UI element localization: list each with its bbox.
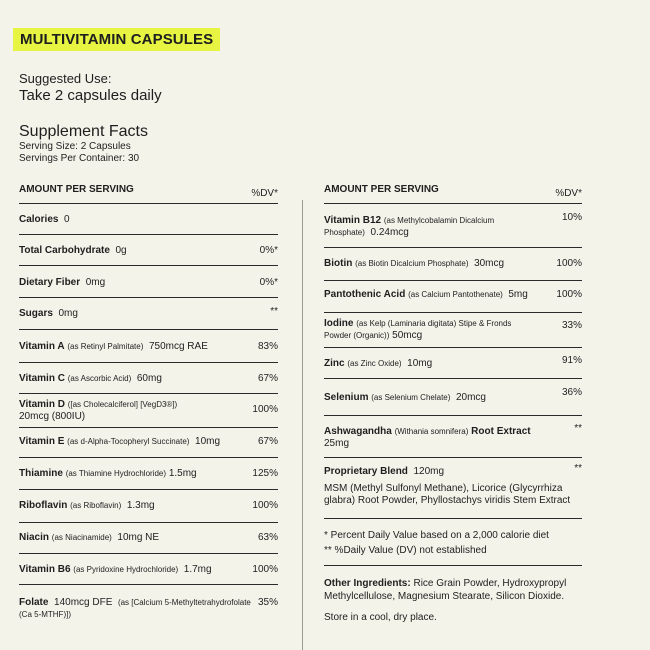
nutrient-amount: 1.7mg (183, 564, 212, 575)
amount-per-serving-header: AMOUNT PER SERVING (324, 184, 439, 195)
nutrient-name: Vitamin E (19, 436, 65, 447)
table-header (19, 183, 278, 204)
blend-detail: MSM (Methyl Sulfonyl Methane), Licorice (Glycyrrhiza glabra) Root Powder, Phyllostachys viridis Stem Extract (324, 483, 571, 506)
table-header (324, 183, 582, 204)
nutrient-name: Selenium (324, 392, 369, 403)
nutrient-name: Ashwagandha (324, 426, 392, 437)
nutrient-name: Iodine (324, 318, 354, 329)
nutrient-amount: 120mg (413, 466, 445, 477)
nutrient-row-vitamin-c (19, 363, 278, 394)
nutrient-name: Zinc (324, 358, 345, 369)
nutrient-amount: 0 (64, 214, 70, 225)
nutrient-row-vitamin-d (19, 394, 278, 428)
nutrient-row-biotin (324, 248, 582, 281)
nutrient-name: Biotin (324, 258, 353, 269)
nutrient-name: Vitamin B6 (19, 564, 71, 575)
nutrient-name: Proprietary Blend (324, 466, 408, 477)
nutrient-source: (as d-Alpha-Tocopheryl Succinate) (67, 437, 190, 446)
nutrient-dv: 100% (252, 500, 278, 511)
nutrient-amount: 140mcg DFE (54, 597, 113, 608)
nutrient-name: Vitamin B12 (324, 215, 382, 226)
nutrient-row-calories (19, 204, 278, 235)
serving-size: Serving Size: 2 Capsules (19, 141, 131, 152)
na-footnote: ** %Daily Value (DV) not established (324, 545, 487, 556)
dv-footnote: * Percent Daily Value based on a 2,000 calorie diet (324, 530, 549, 541)
suggested-use-value: Take 2 capsules daily (19, 87, 162, 104)
nutrient-dv: 35% (257, 597, 278, 608)
nutrient-source: (as Zinc Oxide) (347, 359, 402, 368)
nutrient-name: Pantothenic Acid (324, 289, 406, 300)
nutrient-row-sugars (19, 298, 278, 330)
nutrient-name: Calories (19, 214, 59, 225)
nutrient-dv: ** (574, 463, 582, 474)
nutrient-row-total-carbohydrate (19, 235, 278, 266)
nutrient-row-niacin (19, 523, 278, 554)
nutrient-dv: 125% (252, 468, 278, 479)
nutrient-amount: 1.5mg (168, 468, 197, 479)
nutrient-dv: 100% (556, 258, 582, 269)
nutrient-amount: 50mcg (392, 330, 423, 341)
nutrient-row-proprietary-blend (324, 458, 582, 519)
nutrient-amount: 60mg (136, 373, 162, 384)
nutrient-dv: 63% (257, 532, 278, 543)
nutrient-dv: 100% (252, 564, 278, 575)
storage-instructions: Store in a cool, dry place. (324, 612, 437, 623)
nutrient-amount: 750mcg RAE (148, 341, 208, 352)
nutrient-source: (as Methylcobalamin Dicalcium Phosphate) (324, 216, 495, 237)
nutrient-source: (as Riboflavin) (70, 501, 122, 510)
nutrient-name: Total Carbohydrate (19, 245, 110, 256)
nutrient-amount: 20mcg (800IU) (19, 411, 86, 422)
nutrient-row-vitamin-b12 (324, 204, 582, 248)
dv-header: %DV* (251, 188, 278, 199)
nutrient-amount: 0.24mcg (370, 227, 409, 238)
nutrient-name: Riboflavin (19, 500, 68, 511)
nutrient-row-ashwagandha (324, 416, 582, 458)
nutrient-row-zinc (324, 348, 582, 379)
product-tag: MULTIVITAMIN CAPSULES (13, 28, 220, 51)
nutrient-amount: 0mg (85, 277, 106, 288)
nutrient-amount: 20mcg (455, 392, 486, 403)
nutrient-dv: 67% (257, 436, 278, 447)
nutrient-source: (as Retinyl Palmitate) (67, 342, 144, 351)
other-ingredients-label: Other Ingredients: (324, 578, 411, 589)
serving-info (19, 141, 139, 165)
nutrient-dv: 91% (561, 355, 582, 366)
nutrient-source: (as Ascorbic Acid) (67, 374, 132, 383)
nutrient-source: (as Thiamine Hydrochloride) (65, 469, 167, 478)
nutrient-source: (Withania somnifera) (394, 427, 469, 436)
nutrient-source: (as [Calcium 5-Methyltetrahydrofolate (Ca 5-MTHF)]) (19, 598, 251, 619)
nutrient-amount: 30mcg (474, 258, 505, 269)
nutrient-dv: ** (574, 423, 582, 434)
suggested-use-label: Suggested Use: (19, 71, 112, 86)
nutrient-dv: 83% (257, 341, 278, 352)
nutrient-dv: 67% (257, 373, 278, 384)
nutrient-row-dietary-fiber (19, 266, 278, 298)
other-ingredients-value: Rice Grain Powder, Hydroxypropyl Methylcellulose, Magnesium Stearate, Silicon Dioxide. (324, 578, 567, 602)
nutrient-amount: 0g (115, 245, 127, 256)
amount-per-serving-header: AMOUNT PER SERVING (19, 184, 134, 195)
nutrient-row-vitamin-a (19, 330, 278, 363)
nutrient-amount: 0mg (58, 308, 78, 319)
nutrient-dv: 36% (561, 387, 582, 398)
nutrient-source: (as Niacinamide) (51, 533, 112, 542)
nutrient-name: Vitamin D (19, 399, 65, 410)
nutrient-source: (as Pyridoxine Hydrochloride) (73, 565, 179, 574)
nutrient-amount: 10mg NE (117, 532, 160, 543)
supplement-facts-title: Supplement Facts (19, 123, 148, 140)
nutrient-name-suffix: Root Extract (471, 426, 531, 437)
nutrient-dv: 0%* (259, 245, 278, 256)
nutrient-source: (as Kelp (Laminaria digitata) Stipe & Fronds Powder (Organic)) (324, 319, 512, 340)
nutrient-amount: 5mg (508, 289, 528, 300)
nutrient-row-selenium (324, 379, 582, 416)
nutrient-source: (as Calcium Pantothenate) (408, 290, 503, 299)
nutrient-dv: 100% (556, 289, 582, 300)
dv-header: %DV* (555, 188, 582, 199)
nutrient-source: (as Biotin Dicalcium Phosphate) (355, 259, 469, 268)
footnotes (324, 519, 582, 566)
nutrient-name: Vitamin C (19, 373, 65, 384)
nutrient-source: (as Selenium Chelate) (371, 393, 451, 402)
nutrient-row-pantothenic-acid (324, 281, 582, 313)
nutrient-row-riboflavin (19, 490, 278, 523)
nutrient-row-vitamin-b6 (19, 554, 278, 585)
nutrient-row-folate (19, 585, 278, 645)
nutrient-row-iodine (324, 313, 582, 348)
nutrient-name: Vitamin A (19, 341, 65, 352)
nutrient-row-vitamin-e (19, 428, 278, 458)
nutrient-name: Thiamine (19, 468, 63, 479)
nutrient-amount: 1.3mg (126, 500, 155, 511)
nutrient-name: Folate (19, 597, 49, 608)
nutrient-dv: 10% (561, 212, 582, 223)
nutrient-row-thiamine (19, 458, 278, 490)
nutrient-amount: 10mg (195, 436, 221, 447)
nutrient-name: Dietary Fiber (19, 277, 81, 288)
nutrient-dv: ** (270, 306, 278, 317)
nutrient-amount: 10mg (407, 358, 433, 369)
nutrient-dv: 33% (561, 320, 582, 331)
nutrient-name: Sugars (19, 308, 53, 319)
other-ingredients (324, 577, 582, 603)
nutrient-dv: 0%* (259, 277, 278, 288)
nutrient-name: Niacin (19, 532, 50, 543)
nutrient-source: ([as Cholecalciferol] [VegD3®]) (67, 400, 178, 409)
nutrient-amount: 25mg (324, 438, 350, 449)
nutrient-dv: 100% (252, 404, 278, 415)
servings-per-container: Servings Per Container: 30 (19, 153, 140, 164)
column-divider (302, 200, 303, 650)
